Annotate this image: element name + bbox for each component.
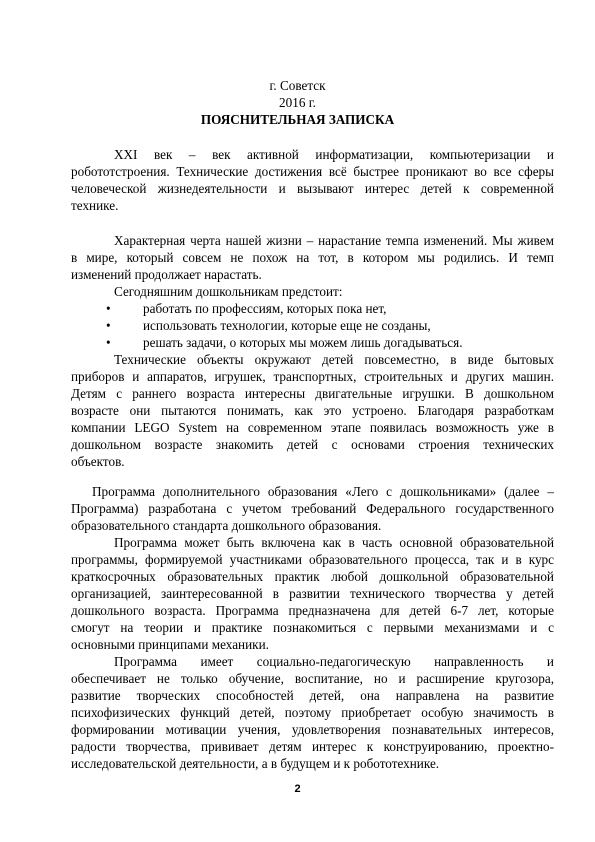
paragraph-line: Программа дополнительного образования «Лего с дошкольниками» (далее – xyxy=(92,484,554,499)
paragraph-line: объектов. xyxy=(71,454,125,469)
paragraph-line: радости творчества, прививает детям интерес к конструированию, проектно- xyxy=(71,739,554,754)
paragraph-line: программы, формируемой участниками образовательного процесса, так и в курс xyxy=(71,552,554,567)
city-line: г. Советск xyxy=(269,78,326,93)
list-item-text: использовать технологии, которые еще не созданы, xyxy=(143,318,431,333)
paragraph-line: Детям с раннего возраста интересны двигательные игрушки. В дошкольном xyxy=(71,386,554,401)
paragraph-line: робототстроения. Технические достижения всё быстрее проникают во все сферы xyxy=(71,164,554,179)
list-item-text: решать задачи, о которых мы можем лишь догадываться. xyxy=(143,335,463,350)
bullet-icon: • xyxy=(106,335,111,350)
paragraph-line: Программа может быть включена как в часть основной образовательной xyxy=(114,535,554,550)
paragraph-line: исследовательской деятельности, а в будущем и к робототехнике. xyxy=(71,756,440,771)
year-line: 2016 г. xyxy=(279,95,316,110)
paragraph-line: дошкольного возраста. Программа предназначена для детей 6-7 лет, которые xyxy=(71,603,554,618)
list-item-text: работать по профессиям, которых пока нет, xyxy=(143,301,387,316)
paragraph-line: Программа) разработана с учетом требований Федерального государственного xyxy=(71,501,554,516)
paragraph-line: возрасте они пытаются понимать, как это устроено. Благодаря разработкам xyxy=(71,403,554,418)
bullet-icon: • xyxy=(106,301,111,316)
paragraph-line: приборов и аппаратов, игрушек, транспортных, строительных и других машин. xyxy=(71,369,554,384)
paragraph-line: организацией, заинтересованной в развитии технического творчества у детей xyxy=(71,586,554,601)
paragraph-line: компании LEGO System на современном этапе появилась возможность уже в xyxy=(71,420,554,435)
paragraph-line: формировании мотивации учения, удовлетворения познавательных интересов, xyxy=(71,722,554,737)
paragraph-line: краткосрочных образовательных практик любой дошкольной образовательной xyxy=(71,569,554,584)
paragraph-line: обеспечивает не только обучение, воспитание, но и расширение кругозора, xyxy=(71,671,554,686)
paragraph-line: Сегодняшним дошкольникам предстоит: xyxy=(114,284,343,299)
paragraph-line: основными принципами механики. xyxy=(71,637,269,652)
paragraph-line: изменений продолжает нарастать. xyxy=(71,267,262,282)
document-title: ПОЯСНИТЕЛЬНАЯ ЗАПИСКА xyxy=(200,112,395,127)
paragraph-line: человеческой жизнедеятельности и вызывают интерес детей к современной xyxy=(71,181,554,196)
paragraph-line: в мире, который совсем не похож на тот, в котором мы родились. И темп xyxy=(71,250,554,265)
bullet-icon: • xyxy=(106,318,111,333)
paragraph-line: смогут на теории и практике познакомиться с первыми механизмами и с xyxy=(71,620,554,635)
paragraph-line: Программа имеет социально-педагогическую направленность и xyxy=(114,654,554,669)
paragraph-line: Технические объекты окружают детей повсеместно, в виде бытовых xyxy=(114,352,554,367)
paragraph-line: развитие творческих способностей детей, она направлена на развитие xyxy=(71,688,554,703)
paragraph-line: дошкольном возрасте знакомить детей с основами строения технических xyxy=(71,437,554,452)
paragraph-line: XXI век – век активной информатизации, компьютеризации и xyxy=(114,147,554,162)
paragraph-line: Характерная черта нашей жизни – нарастание темпа изменений. Мы живем xyxy=(114,233,554,248)
paragraph-line: технике. xyxy=(71,198,119,213)
paragraph-line: образовательного стандарта дошкольного образования. xyxy=(71,518,382,533)
paragraph-line: психофизических функций детей, поэтому приобретает особую значимость в xyxy=(71,705,554,720)
page-number: 2 xyxy=(294,783,301,795)
